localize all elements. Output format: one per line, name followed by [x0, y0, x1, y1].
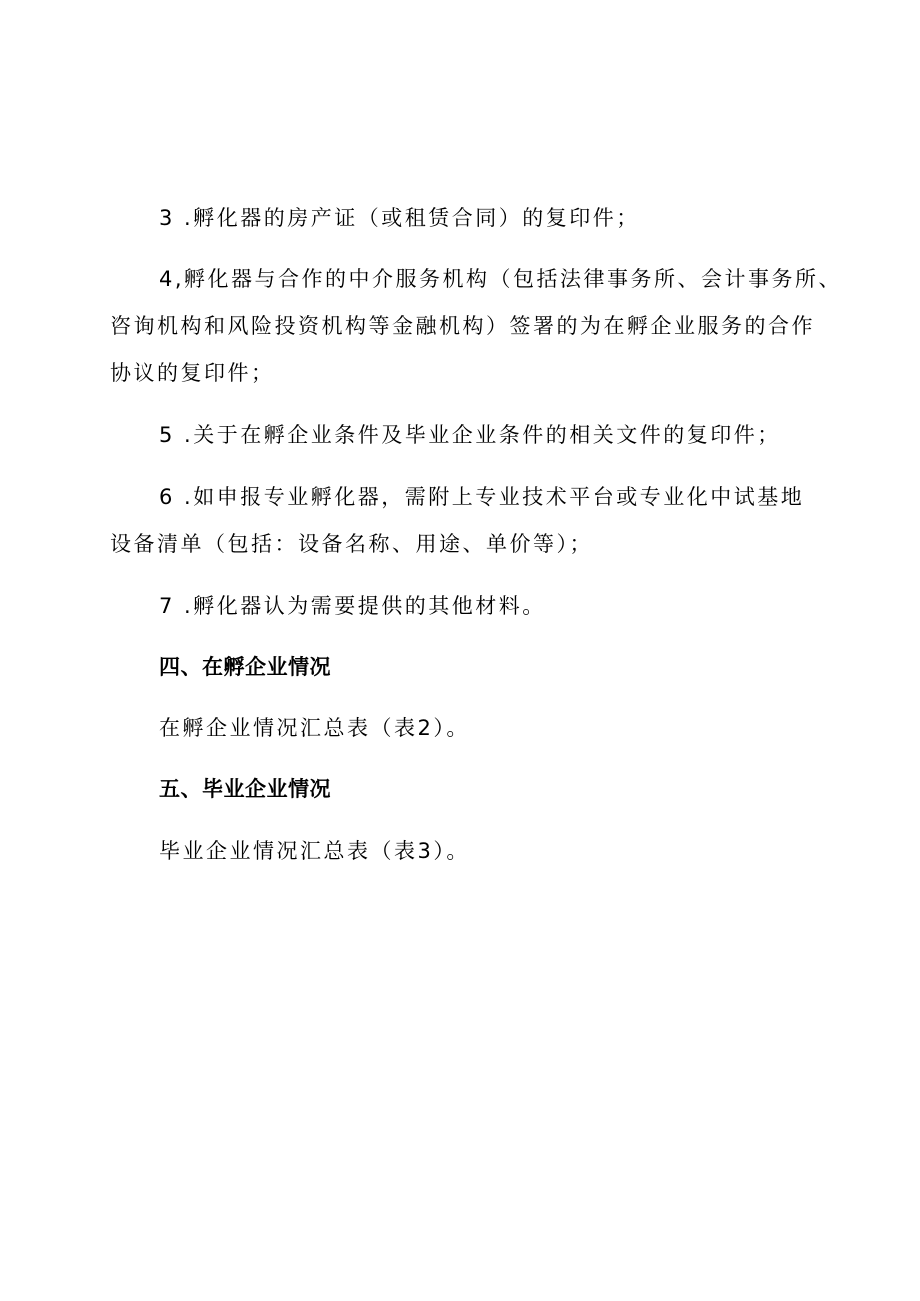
section-5-body: 毕业企业情况汇总表（表3）。: [159, 839, 470, 863]
list-item-6-line-2: 设备清单（包括：设备名称、用途、单价等）；: [110, 532, 593, 556]
list-item-5: 5 .关于在孵企业条件及毕业企业条件的相关文件的复印件；: [159, 423, 781, 447]
section-5-heading: 五、毕业企业情况: [159, 777, 331, 801]
list-item-4-line-1: 4,孵化器与合作的中介服务机构（包括法律事务所、会计事务所、: [159, 267, 843, 291]
list-item-7: 7 .孵化器认为需要提供的其他材料。: [159, 594, 546, 618]
list-item-6-line-1: 6 .如申报专业孵化器，需附上专业技术平台或专业化中试基地: [159, 485, 805, 509]
list-item-3: 3 .孵化器的房产证（或租赁合同）的复印件；: [159, 206, 640, 230]
section-4-heading: 四、在孵企业情况: [159, 655, 331, 679]
list-item-4-line-2: 咨询机构和风险投资机构等金融机构）签署的为在孵企业服务的合作: [110, 314, 815, 338]
section-4-body: 在孵企业情况汇总表（表2）。: [159, 716, 470, 740]
list-item-4-line-3: 协议的复印件；: [110, 361, 275, 385]
